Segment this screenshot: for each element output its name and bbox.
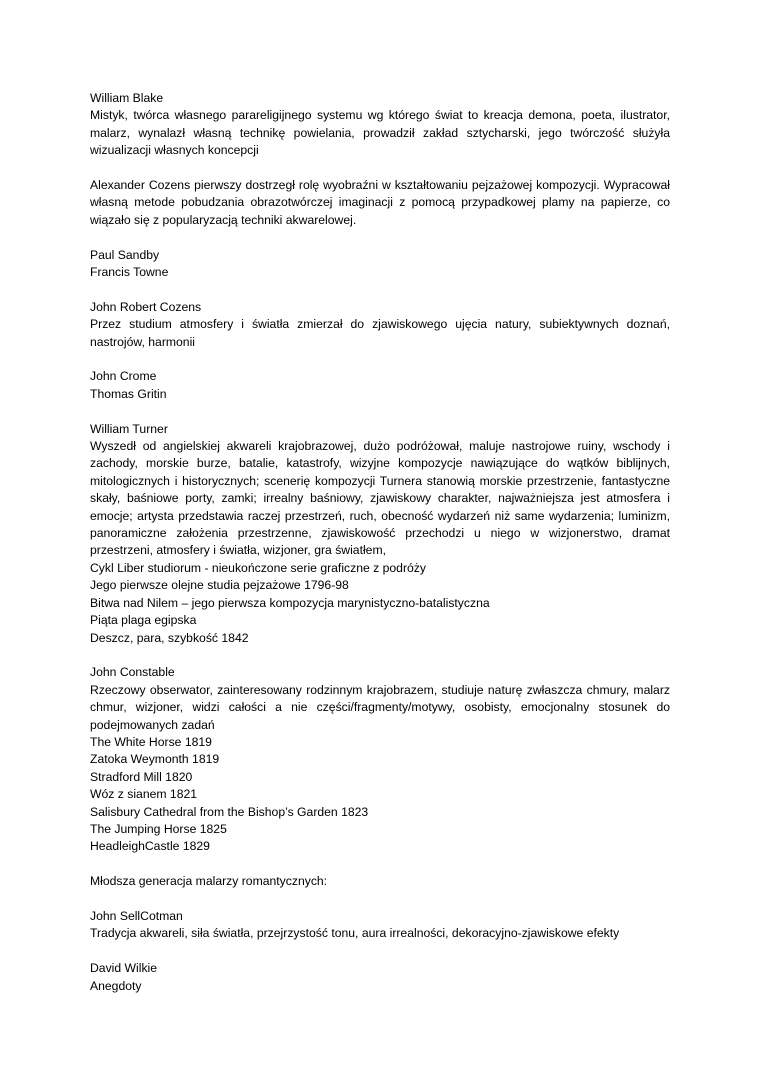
- list-item: Zatoka Weymonth 1819: [90, 752, 220, 767]
- artist-name: Paul Sandby: [90, 247, 160, 262]
- list-item: Piąta plaga egipska: [90, 613, 197, 628]
- artist-name: John Crome: [90, 369, 157, 384]
- document-page: [90, 90, 670, 995]
- list-item: Cykl Liber studiorum - nieukończone serie graficzne z podróży: [90, 560, 426, 575]
- list-item: The Jumping Horse 1825: [90, 821, 227, 836]
- list-item: Salisbury Cathedral from the Bishop’s Garden 1823: [90, 804, 369, 819]
- artist-name: Anegdoty: [90, 978, 142, 993]
- list-item: Deszcz, para, szybkość 1842: [90, 630, 249, 645]
- section-paragraph: Alexander Cozens pierwszy dostrzegł rolę wyobraźni w kształtowaniu pejzażowej kompozycji. Wypracował własną metode pobudzania obrazotwórczej imaginacji z pomocą przypadkowej plamy na papierze, co wiązało się z popularyzacją techniki akwarelowej.: [90, 178, 670, 227]
- artist-name: David Wilkie: [90, 961, 158, 976]
- list-item: Wóz z sianem 1821: [90, 787, 198, 802]
- section-paragraph: Przez studium atmosfery i światła zmierzał do zjawiskowego ujęcia natury, subiektywnych doznań, nastrojów, harmonii: [90, 317, 670, 349]
- list-item: The White Horse 1819: [90, 734, 212, 749]
- list-item: Bitwa nad Nilem – jego pierwsza kompozycja marynistyczno-batalistyczna: [90, 595, 490, 610]
- list-item: Jego pierwsze olejne studia pejzażowe 1796-98: [90, 578, 349, 593]
- section-heading: John Constable: [90, 665, 175, 680]
- section-heading: William Blake: [90, 91, 164, 105]
- section-heading: William Turner: [90, 421, 168, 436]
- list-item: Stradford Mill 1820: [90, 769, 193, 784]
- section-heading: Młodsza generacja malarzy romantycznych:: [90, 874, 328, 889]
- artist-name: Thomas Gritin: [90, 386, 167, 401]
- section-heading: John SellCotman: [90, 908, 183, 923]
- section-paragraph: Tradycja akwareli, siła światła, przejrzystość tonu, aura irrealności, dekoracyjno-zjawiskowe efekty: [90, 926, 620, 941]
- list-item: HeadleighCastle 1829: [90, 839, 210, 854]
- section-paragraph: Rzeczowy obserwator, zainteresowany rodzinnym krajobrazem, studiuje naturę zwłaszcza chmury, malarz chmur, wizjoner, widzi całości a nie części/fragmenty/motywy, osobisty, emocjonalny stosunek do podejmowanych zadań: [90, 682, 670, 732]
- section-heading: John Robert Cozens: [90, 299, 202, 314]
- section-paragraph: Mistyk, twórca własnego parareligijnego systemu wg którego świat to kreacja demona, poeta, ilustrator, malarz, wynalazł własną technikę powielania, prowadził zakład sztycharski, jego twórczość służyła wizualizacji własnych koncepcji: [90, 108, 670, 158]
- artist-name: Francis Towne: [90, 265, 169, 280]
- section-paragraph: Wyszedł od angielskiej akwareli krajobrazowej, dużo podróżował, maluje nastrojowe ruiny, wschody i zachody, morskie burze, batalie, katastrofy, wizyjne kompozycje nawiązujące do wątków biblijnych, mitologicznych i historycznych; scenerię kompozycji Turnera stanowią morskie przestrzenie, fantastyczne skały, baśniowe porty, zamki; irrealny baśniowy, zjawiskowy charakter, najważniejsza jest atmosfera i emocje; artysta przedstawia raczej przestrzeń, ruch, obecność wydarzeń niż same wydarzenia; luminizm, panoramiczne założenia przestrzenne, zjawiskowość przechodzi u niego w wizjonerstwo, dramat przestrzeni, atmosfery i światła, wizjoner, gra światłem,: [90, 439, 670, 558]
